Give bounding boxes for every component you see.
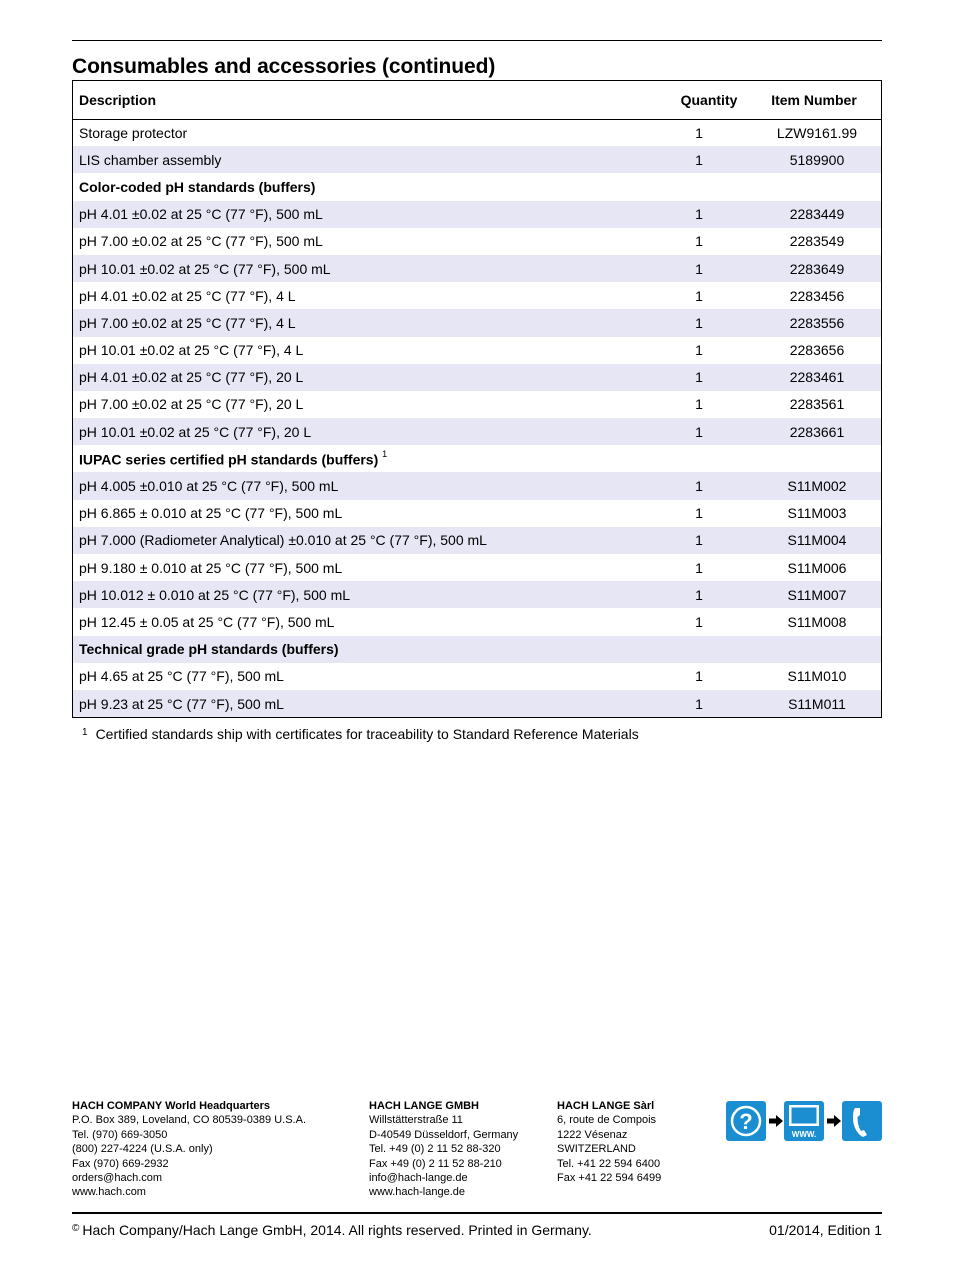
table-row xyxy=(73,581,881,608)
table-row xyxy=(73,690,881,717)
table-row xyxy=(73,527,881,554)
address-line: www.hach-lange.de xyxy=(369,1186,466,1199)
table-row xyxy=(73,282,881,309)
cell-description xyxy=(73,581,645,608)
cell-description xyxy=(73,282,645,309)
address-line: Fax +49 (0) 2 11 52 88-210 xyxy=(369,1157,502,1170)
cell-description xyxy=(73,472,645,499)
cell-description xyxy=(73,391,645,418)
cell-quantity: 1 xyxy=(695,287,703,304)
consumables-table xyxy=(72,80,882,718)
cell-description xyxy=(73,228,645,255)
description-text: IUPAC series certified pH standards (buffers) xyxy=(79,451,379,468)
address-line: 1222 Vésenaz xyxy=(557,1128,628,1141)
cell-item-number: 5189900 xyxy=(755,146,881,173)
footnote-text: Certified standards ship with certificates for traceability to Standard Reference Materials xyxy=(95,726,639,742)
address-line: Fax (970) 669-2932 xyxy=(72,1157,169,1170)
footnote-mark: 1 xyxy=(82,727,88,738)
copyright-text: Hach Company/Hach Lange GmbH, 2014. All rights reserved. Printed in Germany. xyxy=(82,1222,592,1238)
table-row xyxy=(73,201,881,228)
table-section-row xyxy=(73,173,881,200)
cell-quantity: 1 xyxy=(695,342,703,359)
contact-icons xyxy=(726,1100,882,1142)
cell-quantity: 1 xyxy=(695,396,703,413)
table-row xyxy=(73,608,881,635)
bottom-rule xyxy=(72,1212,882,1214)
address-hach-lange-sarl xyxy=(557,1099,661,1185)
address-line: (800) 227-4224 (U.S.A. only) xyxy=(72,1143,213,1156)
cell-item-number xyxy=(755,445,881,472)
cell-quantity: 1 xyxy=(645,255,755,282)
www-label: WWW. xyxy=(791,1130,817,1139)
cell-item-number: 2283549 xyxy=(789,233,845,250)
table-row xyxy=(73,391,881,418)
cell-item-number: S11M010 xyxy=(787,668,847,685)
cell-description xyxy=(73,636,645,663)
address-line: info@hach-lange.de xyxy=(369,1172,468,1185)
description-text: pH 7.00 ±0.02 at 25 °C (77 °F), 4 L xyxy=(79,314,296,331)
address-line: orders@hach.com xyxy=(72,1172,163,1185)
copyright-notice xyxy=(72,1222,592,1238)
cell-quantity xyxy=(645,445,755,472)
cell-quantity: 1 xyxy=(645,581,755,608)
cell-description xyxy=(73,554,645,581)
table-row xyxy=(73,309,881,336)
cell-description xyxy=(73,146,645,173)
description-text: pH 7.000 (Radiometer Analytical) ±0.010 at 25 °C (77 °F), 500 mL xyxy=(79,532,487,549)
description-text: pH 9.180 ± 0.010 at 25 °C (77 °F), 500 mL xyxy=(79,559,343,576)
description-text: pH 10.01 ±0.02 at 25 °C (77 °F), 500 mL xyxy=(79,260,331,277)
cell-description xyxy=(73,500,645,527)
arrow-right-icon xyxy=(769,1115,783,1127)
cell-quantity: 1 xyxy=(645,418,755,445)
description-text: pH 6.865 ± 0.010 at 25 °C (77 °F), 500 mL xyxy=(79,505,343,522)
cell-quantity: 1 xyxy=(695,668,703,685)
cell-description xyxy=(73,119,645,146)
description-text: pH 4.01 ±0.02 at 25 °C (77 °F), 4 L xyxy=(79,287,296,304)
address-line: Tel. +41 22 594 6400 xyxy=(557,1157,661,1170)
table-row xyxy=(73,255,881,282)
address-heading: HACH COMPANY World Headquarters xyxy=(72,1100,271,1112)
table-section-row xyxy=(73,636,881,663)
address-line: P.O. Box 389, Loveland, CO 80539-0389 U.S.A. xyxy=(72,1114,307,1127)
address-heading: HACH LANGE GMBH xyxy=(369,1100,479,1112)
phone-icon xyxy=(842,1101,882,1141)
address-line: Tel. (970) 669-3050 xyxy=(72,1128,168,1141)
address-hach-lange-gmbh xyxy=(369,1099,518,1200)
top-rule xyxy=(72,40,882,41)
svg-text:?: ? xyxy=(739,1109,753,1134)
description-text: pH 12.45 ± 0.05 at 25 °C (77 °F), 500 mL xyxy=(79,613,335,630)
description-text: Technical grade pH standards (buffers) xyxy=(79,641,339,658)
table-header-row xyxy=(73,81,881,119)
cell-description xyxy=(73,663,645,690)
table-row xyxy=(73,554,881,581)
table-row xyxy=(73,119,881,146)
address-line: SWITZERLAND xyxy=(557,1143,636,1156)
cell-item-number: S11M007 xyxy=(755,581,881,608)
description-text: LIS chamber assembly xyxy=(79,151,222,168)
address-line: 6, route de Compois xyxy=(557,1114,657,1127)
description-text: pH 4.005 ±0.010 at 25 °C (77 °F), 500 mL xyxy=(79,478,339,495)
address-heading: HACH LANGE Sàrl xyxy=(557,1100,655,1112)
edition-info: 01/2014, Edition 1 xyxy=(769,1222,882,1238)
table-section-row xyxy=(73,445,881,472)
address-line: www.hach.com xyxy=(72,1186,146,1199)
description-text: pH 7.00 ±0.02 at 25 °C (77 °F), 500 mL xyxy=(79,233,323,250)
cell-quantity: 1 xyxy=(645,146,755,173)
description-text: pH 10.01 ±0.02 at 25 °C (77 °F), 20 L xyxy=(79,423,312,440)
header-description: Description xyxy=(73,81,645,119)
description-text: pH 10.012 ± 0.010 at 25 °C (77 °F), 500 mL xyxy=(79,586,351,603)
cell-item-number: 2283661 xyxy=(755,418,881,445)
cell-quantity: 1 xyxy=(645,527,755,554)
arrow-right-icon xyxy=(827,1115,841,1127)
cell-description xyxy=(73,337,645,364)
cell-item-number: S11M002 xyxy=(755,472,881,499)
cell-description xyxy=(73,173,645,200)
cell-description xyxy=(73,527,645,554)
cell-item-number xyxy=(755,636,881,663)
table-row xyxy=(73,500,881,527)
description-text: pH 4.01 ±0.02 at 25 °C (77 °F), 20 L xyxy=(79,369,304,386)
table-row xyxy=(73,418,881,445)
header-quantity: Quantity xyxy=(645,81,755,119)
cell-item-number: S11M008 xyxy=(787,613,847,630)
cell-description xyxy=(73,690,645,717)
table-row xyxy=(73,146,881,173)
cell-quantity: 1 xyxy=(695,233,703,250)
cell-description xyxy=(73,309,645,336)
cell-item-number: LZW9161.99 xyxy=(776,124,858,141)
table-row xyxy=(73,364,881,391)
www-monitor-icon xyxy=(784,1101,824,1141)
cell-item-number: S11M011 xyxy=(755,690,881,717)
description-text: pH 10.01 ±0.02 at 25 °C (77 °F), 4 L xyxy=(79,342,304,359)
description-text: Storage protector xyxy=(79,124,188,141)
cell-quantity: 1 xyxy=(645,309,755,336)
cell-quantity: 1 xyxy=(695,505,703,522)
description-text: pH 9.23 at 25 °C (77 °F), 500 mL xyxy=(79,695,284,712)
table-body xyxy=(73,119,881,717)
cell-item-number: 2283456 xyxy=(789,287,845,304)
cell-quantity xyxy=(645,636,755,663)
cell-item-number: 2283656 xyxy=(789,342,845,359)
address-line: D-40549 Düsseldorf, Germany xyxy=(369,1128,519,1141)
cell-quantity: 1 xyxy=(645,201,755,228)
address-line: Fax +41 22 594 6499 xyxy=(557,1172,662,1185)
cell-item-number: S11M006 xyxy=(787,559,847,576)
cell-item-number: 2283561 xyxy=(789,396,845,413)
cell-quantity xyxy=(645,173,755,200)
header-item-number: Item Number xyxy=(755,81,881,119)
table-row xyxy=(73,337,881,364)
description-text: pH 4.01 ±0.02 at 25 °C (77 °F), 500 mL xyxy=(79,206,323,223)
cell-quantity: 1 xyxy=(645,690,755,717)
footnote xyxy=(82,726,639,742)
cell-description xyxy=(73,201,645,228)
cell-item-number: S11M004 xyxy=(755,527,881,554)
cell-item-number: 2283649 xyxy=(755,255,881,282)
cell-description xyxy=(73,255,645,282)
description-text: pH 7.00 ±0.02 at 25 °C (77 °F), 20 L xyxy=(79,396,304,413)
cell-quantity: 1 xyxy=(695,613,703,630)
question-icon xyxy=(726,1101,766,1141)
cell-description xyxy=(73,364,645,391)
copyright-symbol: © xyxy=(72,1223,80,1234)
address-line: Willstätterstraße 11 xyxy=(369,1114,463,1127)
cell-quantity: 1 xyxy=(695,559,703,576)
address-line: Tel. +49 (0) 2 11 52 88-320 xyxy=(369,1143,501,1156)
footnote-reference: 1 xyxy=(382,448,388,459)
cell-quantity: 1 xyxy=(645,364,755,391)
cell-quantity: 1 xyxy=(695,124,703,141)
cell-description xyxy=(73,608,645,635)
cell-description xyxy=(73,418,645,445)
cell-item-number: 2283461 xyxy=(755,364,881,391)
cell-item-number: 2283556 xyxy=(755,309,881,336)
cell-item-number xyxy=(755,173,881,200)
cell-description xyxy=(73,445,645,472)
cell-item-number: S11M003 xyxy=(787,505,847,522)
table-row xyxy=(73,228,881,255)
cell-quantity: 1 xyxy=(645,472,755,499)
address-hach-company xyxy=(72,1099,306,1200)
description-text: Color-coded pH standards (buffers) xyxy=(79,178,316,195)
cell-item-number: 2283449 xyxy=(755,201,881,228)
description-text: pH 4.65 at 25 °C (77 °F), 500 mL xyxy=(79,668,284,685)
page-title: Consumables and accessories (continued) xyxy=(72,55,496,78)
table-row xyxy=(73,663,881,690)
table-row xyxy=(73,472,881,499)
